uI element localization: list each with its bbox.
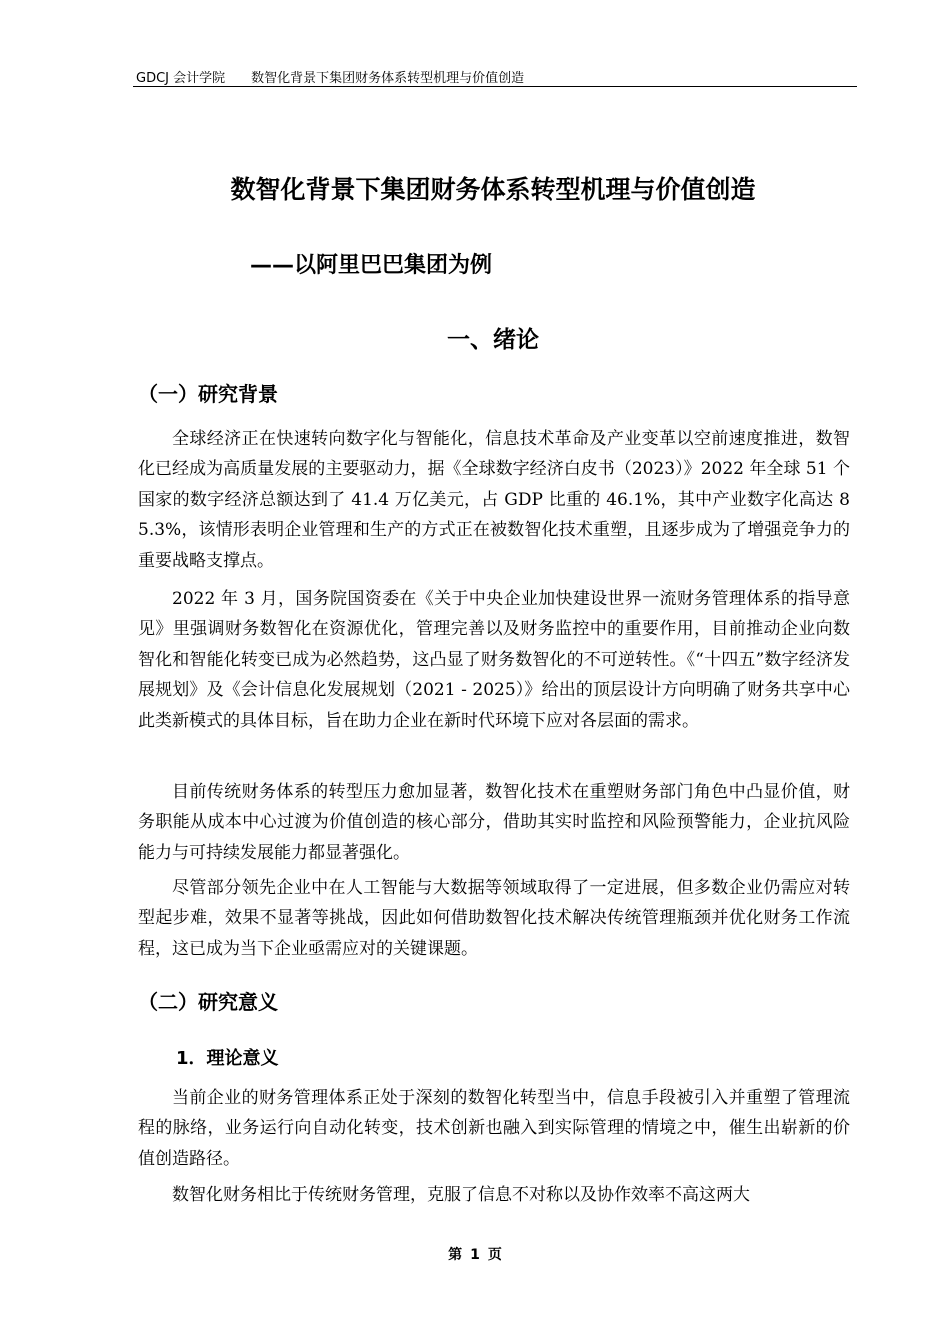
header-doc-title: 数智化背景下集团财务体系转型机理与价值创造 [251,71,525,86]
page-number: 1 [470,1247,480,1263]
document-subtitle: ——以阿里巴巴集团为例 [250,253,493,278]
footer-suffix: 页 [487,1247,502,1263]
paragraph: 目前传统财务体系的转型压力愈加显著，数智化技术在重塑财务部门角色中凸显价值，财务职能从成本中心过渡为价值创造的核心部分，借助其实时监控和风险预警能力，企业抗风险能力与可持续发展能力都显著强化。 [138,782,850,863]
document-title: 数智化背景下集团财务体系转型机理与价值创造 [230,175,756,204]
item-heading-theoretical-significance: 1．理论意义 [176,1048,279,1069]
paragraph: 2022 年 3 月，国务院国资委在《关于中央企业加快建设世界一流财务管理体系的指导意见》里强调财务数智化在资源优化，管理完善以及财务监控中的重要作用，目前推动企业向数智化和智能化转变已成为必然趋势，这凸显了财务数智化的不可逆转性。《“十四五”数字经济发展规划》及《会计信息化发展规划（2021 - 2025）》给出的顶层设计方向明确了财务共享中心此类新模式的具体目标，旨在助力企业在新时代环境下应对各层面的需求。 [138,589,850,731]
header-rule [133,86,857,87]
paragraph: 当前企业的财务管理体系正处于深刻的数智化转型当中，信息手段被引入并重塑了管理流程的脉络，业务运行向自动化转变，技术创新也融入到实际管理的情境之中，催生出崭新的价值创造路径。 [138,1088,850,1169]
page-footer [0,1244,950,1264]
footer-prefix: 第 [448,1247,463,1263]
paragraph: 尽管部分领先企业中在人工智能与大数据等领域取得了一定进展，但多数企业仍需应对转型起步难，效果不显著等挑战，因此如何借助数智化技术解决传统管理瓶颈并优化财务工作流程，这已成为当下企业亟需应对的关键课题。 [138,878,850,959]
subsection-heading-significance: （二）研究意义 [138,990,278,1014]
section-heading-introduction: 一、绪论 [447,327,539,353]
paragraph: 数智化财务相比于传统财务管理，克服了信息不对称以及协作效率不高这两大 [172,1185,750,1205]
header-org: GDCJ 会计学院 [136,71,226,86]
running-header [136,67,524,86]
subsection-heading-background: （一）研究背景 [138,382,278,406]
paragraph: 全球经济正在快速转向数字化与智能化，信息技术革命及产业变革以空前速度推进，数智化已经成为高质量发展的主要驱动力，据《全球数字经济白皮书（2023）》2022 年全球 51 个国家的数字经济总额达到了 41.4 万亿美元，占 GDP 比重的 46.1%，其中产业数字化高达 85.3%，该情形表明企业管理和生产的方式正在被数智化技术重塑，且逐步成为了增强竞争力的重要战略支撑点。 [138,429,850,571]
